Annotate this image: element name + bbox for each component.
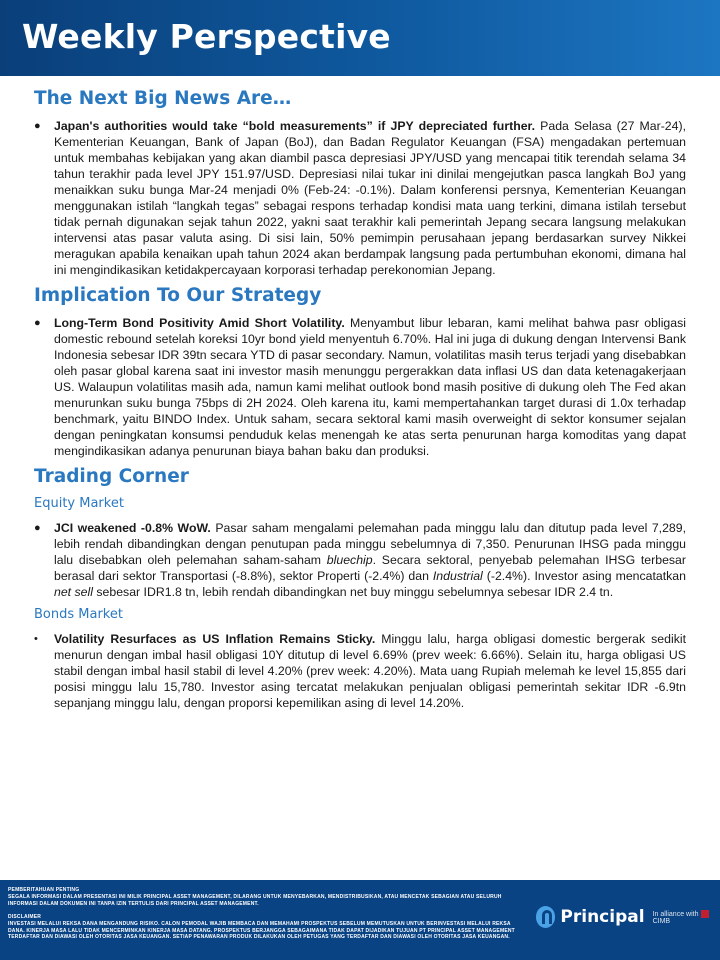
strategy-lead: Long-Term Bond Positivity Amid Short Volatility. [54,316,345,330]
bonds-bullet [34,631,686,711]
principal-logo [536,906,720,928]
subsection-title-bonds: Bonds Market [34,607,123,622]
news-paragraph [54,118,686,278]
bullet-icon: ● [34,317,41,329]
principal-logo-icon [536,906,555,928]
strategy-paragraph [54,315,686,459]
content [34,88,686,718]
news-body: Pada Selasa (27 Mar-24), Kementerian Keuangan, Bank of Japan (BoJ), dan Badan Regulator Keuangan (FSA) mengadakan pertemuan untuk membahas kebijakan yang akan diambil pasca depresiasi JPY/USD yang mencapai titik terendah selama 34 tahun terakhir pada level JPY 151.97/USD. Depresiasi nilai tukar ini dinilai mengejutkan pasca langkah BoJ yang menaikkan suku bunga Mar-24 menjadi 0% (Feb-24: -0.1%). Dalam konferensi persnya, Kementerian Keuangan menggunakan istilah “langkah tegas” sebagai respons terhadap kondisi mata uang terkini, dimana istilah tersebut tidak pernah digunakan sejak tahun 2022, yakni saat terakhir kali pemerintah Jepang secara langsung melakukan intervensi atas pasar valuta asing. Di sisi lain, 50% pemimpin perusahaan jepang berdasarkan survey Nikkei meragukan apabila kenaikan upah tahun 2024 akan berdampak langsung pada pertumbuhan ekonomi, dimana hal ini mengindikasikan ketidakpercayaan korporasi terhadap perekonomian Jepang. [54,119,686,277]
equity-italic-1: bluechip [326,553,373,567]
equity-bullet [34,520,686,600]
notice-text: SEGALA INFORMASI DALAM PRESENTASI INI MILIK PRINCIPAL ASSET MANAGEMENT, DILARANG UNTUK MENYEBARKAN, MENDISTRIBUSIKAN, ATAU MENCETAK SEBAGIAN ATAU SELURUH INFORMASI DALAM DOKUMEN INI TANPA IZIN TERTULIS DARI PRINCIPAL ASSET MANAGEMENT. [8,894,502,907]
equity-body-1: Pasar saham mengalami pelemahan pada minggu lalu dan ditutup pada level 7,289, lebih rendah dibandingkan dengan penutupan pada minggu sebelumnya di 7,350. Penurunan IHSG pada minggu lalu disebabkan oleh pelemahan saham-saham [54,521,687,567]
bonds-paragraph [54,631,686,711]
equity-body-4: sebesar IDR1.8 tn, lebih rendah dibandingkan net buy minggu sebelumnya sebesar IDR 2.4 tn. [92,585,614,599]
alliance-label: In alliance with [652,910,699,918]
news-bullet [34,118,686,278]
page-header [0,0,720,76]
bullet-icon: ● [34,522,41,534]
equity-italic-3: net sell [54,585,93,599]
bonds-body: Minggu lalu, harga obligasi domestic bergerak sedikit menurun dengan imbal hasil obligasi 10Y ditutup di level 6.69% (prev week: 6.66%). Selain itu, harga obligasi US stabil dengan imbal hasil stabil di level 4.20% (prev week: 4.20%). Mata uang Rupiah melemah ke level 15,855 dari posisi minggu lalu 15,780. Investor asing tercatat melakukan penjualan obligasi pemerintah sekitar IDR -6.9tn sepanjang minggu lalu, dengan proporsi kepemilikan asing di level 14.20%. [54,632,686,710]
strategy-body: Menyambut libur lebaran, kami melihat bahwa pasr obligasi domestic rebound setelah koreksi 10yr bond yield menyentuh 6.70%. Hal ini juga di dukung dengan Intervensi Bank Indonesia sebesar IDR 39tn secara YTD di pasar secondary. Namun, volatilitas masih terus terjadi yang disebabkan oleh pasar global karena saat ini investor masih menunggu pergerakkan data inflasi US dan data ketenagakerjaan US. Walaupun volatilitas masih ada, namun kami melihat outlook bond masih positive di dukung oleh The Fed akan menurunkan suku bunga 75bps di 2H 2024. Oleh karena itu, kami mempertahankan target durasi di 1.0x terhadap benchmark, yaitu BINDO Index. Untuk saham, secara sektoral kami masih overweight di sektor konsumer sejalan dengan peningkatan konsumsi penduduk kelas menengah ke atas serta penurunan harga komoditas yang dapat mengindikasikan adanya penurunan biaya bahan baku dan produksi. [54,316,686,458]
equity-body-3: (-2.4%). Investor asing mencatatkan [482,569,686,583]
logo-wordmark: Principal [560,907,645,927]
news-lead: Japan's authorities would take “bold measurements” if JPY depreciated further. [54,119,536,133]
equity-lead: JCI weakened -0.8% WoW. [54,521,211,535]
equity-italic-2: Industrial [432,569,483,583]
strategy-bullet [34,315,686,459]
section-title-strategy: Implication To Our Strategy [34,285,322,306]
alliance-text [653,910,720,925]
cimb-icon [701,910,709,918]
section-title-news: The Next Big News Are… [34,88,292,109]
subsection-title-equity: Equity Market [34,496,124,511]
page-title: Weekly Perspective [22,17,391,56]
cimb-label: CIMB [652,917,671,925]
section-title-trading: Trading Corner [34,466,189,487]
notice-title: PEMBERITAHUAN PENTING [8,887,80,893]
disclaimer-text: INVESTASI MELALUI REKSA DANA MENGANDUNG RISIKO. CALON PEMODAL WAJIB MEMBACA DAN MEMAHAMI PROSPEKTUS SEBELUM MEMUTUSKAN UNTUK BERINVESTASI MELALUI REKSA DANA. KINERJA MASA LALU TIDAK MENCERMINKAN KINERJA MASA DATANG. PROSPEKTUS BERJANGGA SEBAGAIMANA TIDAK DAPAT DIJADIKAN TUJUAN PT PRINCIPAL ASSET MANAGEMENT TERDAFTAR DAN DIAWASI OLEH OTORITAS JASA KEUANGAN. SETIAP PENAWARAN PRODUK DILAKUKAN OLEH PETUGAS YANG TERDAFTAR DAN DIAWASI OLEH OTORITAS JASA KEUANGAN. [8,921,515,940]
bullet-icon: ● [34,120,41,132]
bonds-lead: Volatility Resurfaces as US Inflation Remains Sticky. [54,632,376,646]
equity-paragraph [54,520,686,600]
disclaimer-title: DISCLAIMER [8,914,42,920]
equity-body-2: . Secara sektoral, penyebab pelemahan IHSG terbesar berasal dari sektor Transportasi (-8.8%), sektor Properti (-2.4%) dan [54,553,686,583]
bullet-icon: • [34,633,38,645]
